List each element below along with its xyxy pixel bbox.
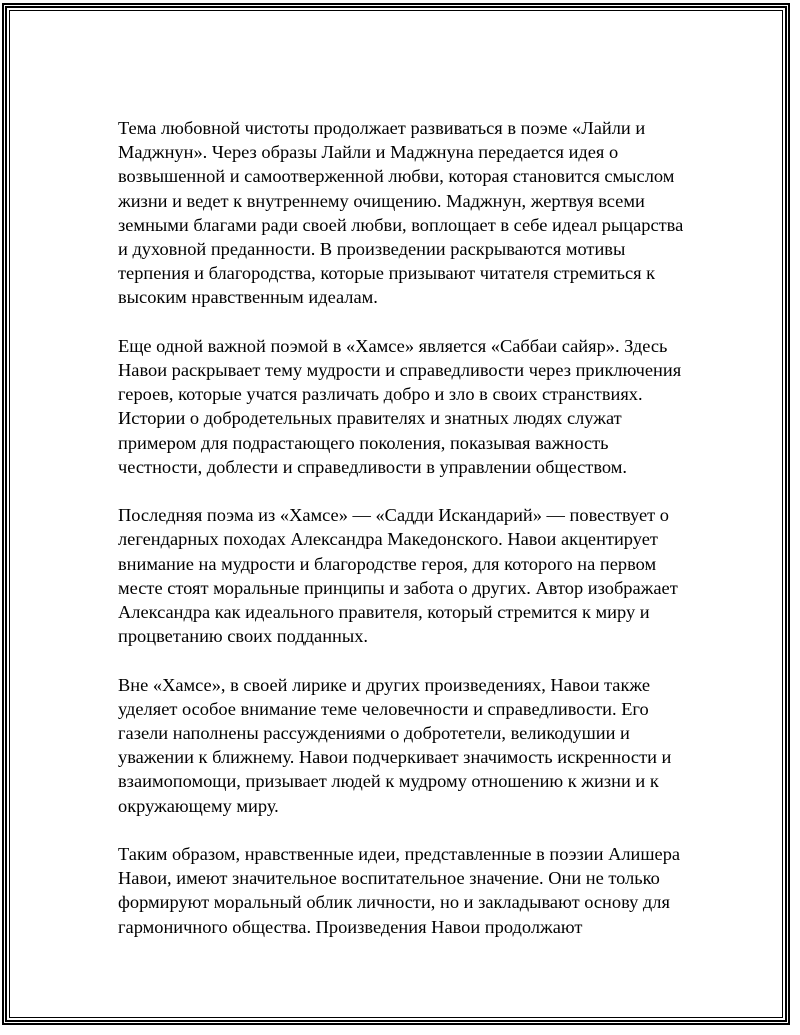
paragraph-conclusion: Таким образом, нравственные идеи, представленные в поэзии Алишера Навои, имеют значительное воспитательное значение. Они не только формируют моральный облик личности, но и закладывают основу для гармоничного общества. Произведения Навои продолжают	[118, 844, 681, 937]
paragraph-saddi-iskandari: Последняя поэма из «Хамсе» — «Садди Искандарий» — повествует о легендарных походах Александра Македонского. Навои акцентирует внимание на мудрости и благородстве героя, для которого на первом месте стоят моральные принципы и забота о других. Автор изображает Александра как идеального правителя, который стремится к миру и процветанию своих подданных.	[118, 505, 678, 647]
paragraph-lyrics: Вне «Хамсе», в своей лирике и других произведениях, Навои также уделяет особое внимание теме человечности и справедливости. Его газели наполнены рассуждениями о добротетели, великодушии и уважении к ближнему. Навои подчеркивает значимость искренности и взаимопомощи, призывает людей к мудрому отношению к жизни и к окружающему миру.	[118, 674, 672, 816]
document-body	[118, 116, 698, 963]
paragraph-sabbai-sayyar: Еще одной важной поэмой в «Хамсе» является «Саббаи сайяр». Здесь Навои раскрывает тему мудрости и справедливости через приключения героев, которые учатся различать добро и зло в своих странствиях. Истории о добродетельных правителях и знатных людях служат примером для подрастающего поколения, показывая важность честности, доблести и справедливости в управлении обществом.	[118, 335, 682, 477]
paragraph-laili-majnun: Тема любовной чистоты продолжает развиваться в поэме «Лайли и Маджнун». Через образы Лайли и Маджнуна передается идея о возвышенной и самоотверженной любви, которая становится смыслом жизни и ведет к внутреннему очищению. Маджнун, жертвуя всеми земными благами ради своей любви, воплощает в себе идеал рыцарства и духовной преданности. В произведении раскрываются мотивы терпения и благородства, которые призывают читателя стремиться к высоким нравственным идеалам.	[118, 118, 684, 308]
